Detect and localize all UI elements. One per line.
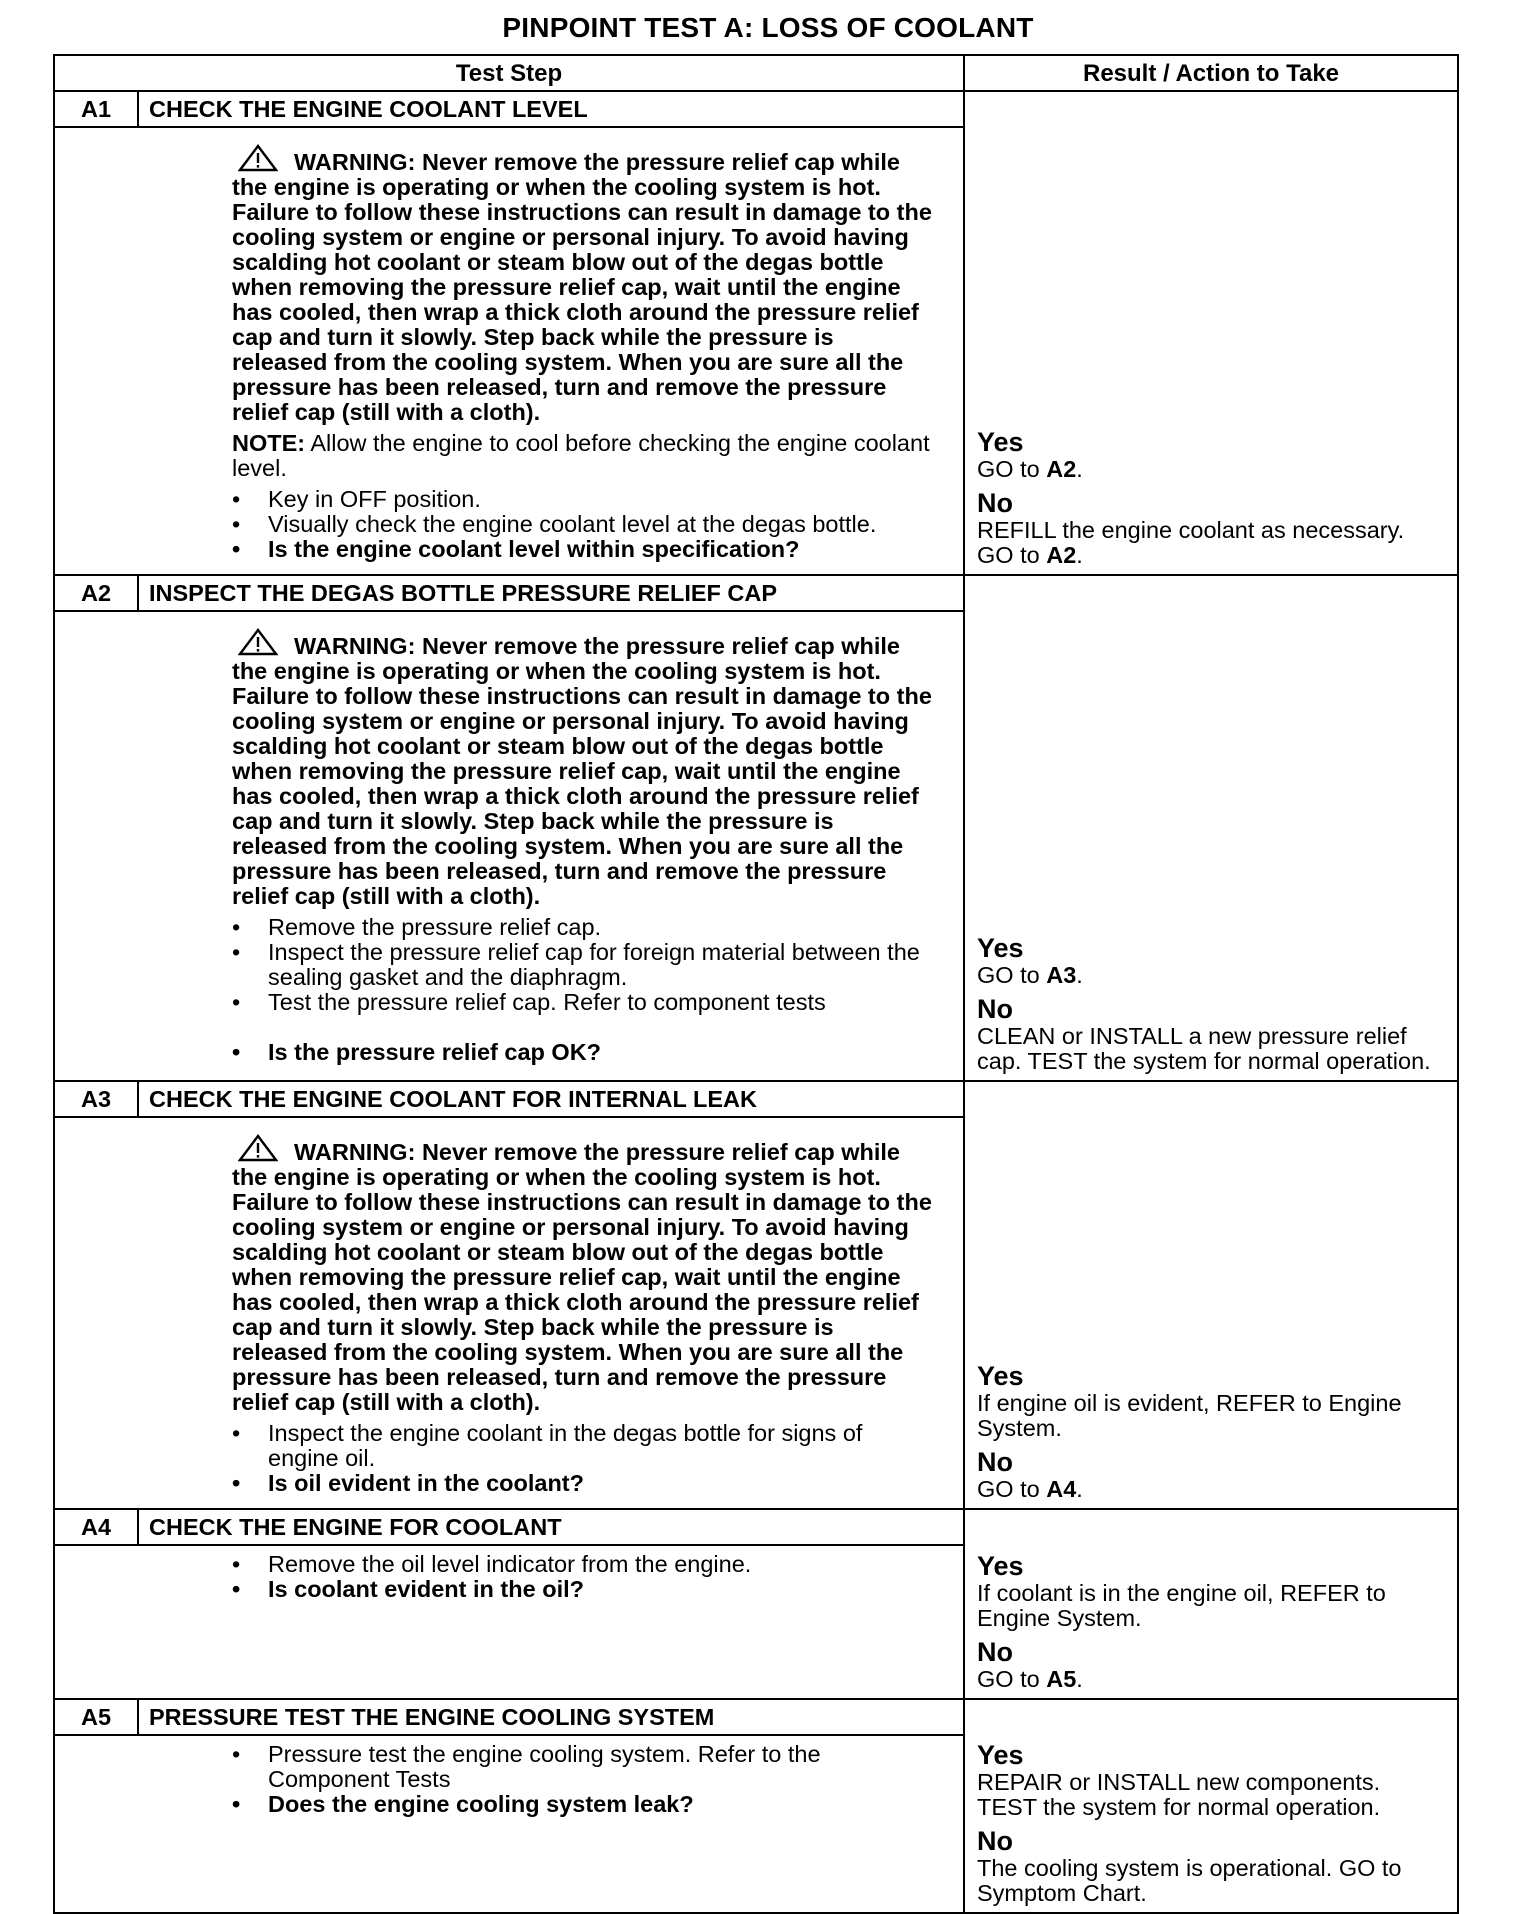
list-item: • Inspect the engine coolant in the degas bottle for signs of engine oil.: [232, 1421, 933, 1471]
step-a5-body: [138, 1735, 964, 1913]
list-item: • Remove the oil level indicator from the engine.: [232, 1552, 933, 1577]
step-question: • Is the engine coolant level within specification?: [232, 537, 933, 562]
page-title: PINPOINT TEST A: LOSS OF COOLANT: [502, 12, 1034, 43]
yes-action: GO to A3.: [977, 962, 1083, 988]
warning-triangle-icon: [238, 144, 278, 172]
step-id: A1: [54, 91, 138, 127]
warning-block: WARNING: Never remove the pressure relief cap while the engine is operating or when the cooling system is hot. Failure to follow these instructions can result in damage to the cooling system or engine or personal injury. To avoid having scalding hot coolant or steam blow out of the degas bottle when removing the pressure relief cap, wait until the engine has cooled, then wrap a thick cloth around the pressure relief cap and turn it slowly. Step back while the pressure is released from the cooling system. When you are sure all the pressure has been released, turn and remove the pressure relief cap (still with a cloth).: [232, 144, 933, 425]
warning-block: WARNING: Never remove the pressure relief cap while the engine is operating or when the cooling system is hot. Failure to follow these instructions can result in damage to the cooling system or engine or personal injury. To avoid having scalding hot coolant or steam blow out of the degas bottle when removing the pressure relief cap, wait until the engine has cooled, then wrap a thick cloth around the pressure relief cap and turn it slowly. Step back while the pressure is released from the cooling system. When you are sure all the pressure has been released, turn and remove the pressure relief cap (still with a cloth).: [232, 628, 933, 909]
no-action: REFILL the engine coolant as necessary. GO to A2.: [977, 517, 1405, 568]
bullet-list: [232, 1552, 933, 1602]
no-action: The cooling system is operational. GO to Symptom Chart.: [977, 1855, 1402, 1906]
yes-action: If engine oil is evident, REFER to Engine System.: [977, 1390, 1402, 1441]
no-label: No: [977, 1447, 1013, 1477]
step-a4-title-row: [54, 1509, 1458, 1545]
step-title: CHECK THE ENGINE FOR COOLANT: [138, 1509, 964, 1545]
no-action: CLEAN or INSTALL a new pressure relief cap. TEST the system for normal operation.: [977, 1023, 1431, 1074]
note: NOTE: Allow the engine to cool before checking the engine coolant level.: [232, 430, 930, 481]
pinpoint-test-table: [53, 54, 1459, 1914]
header-result-action: Result / Action to Take: [964, 55, 1458, 91]
warning-triangle-icon: [238, 1134, 278, 1162]
list-item: • Key in OFF position.: [232, 487, 933, 512]
step-a2-body: [138, 611, 964, 1081]
yes-label: Yes: [977, 1740, 1024, 1770]
step-question: • Is coolant evident in the oil?: [232, 1577, 933, 1602]
step-id: A3: [54, 1081, 138, 1117]
no-action: GO to A5.: [977, 1666, 1083, 1692]
step-title: PRESSURE TEST THE ENGINE COOLING SYSTEM: [138, 1699, 964, 1735]
yes-action: REPAIR or INSTALL new components. TEST the system for normal operation.: [977, 1769, 1381, 1820]
step-a2-result: [964, 575, 1458, 1081]
yes-label: Yes: [977, 427, 1024, 457]
no-label: No: [977, 1637, 1013, 1667]
yes-label: Yes: [977, 1551, 1024, 1581]
warning-triangle-icon: [238, 628, 278, 656]
step-id: A2: [54, 575, 138, 611]
step-title: CHECK THE ENGINE COOLANT LEVEL: [138, 91, 964, 127]
step-id: A5: [54, 1699, 138, 1735]
list-item: • Remove the pressure relief cap.: [232, 915, 933, 940]
step-a5-result: [964, 1699, 1458, 1913]
no-label: No: [977, 994, 1013, 1024]
step-a3-body: [138, 1117, 964, 1509]
warning-block: WARNING: Never remove the pressure relief cap while the engine is operating or when the cooling system is hot. Failure to follow these instructions can result in damage to the cooling system or engine or personal injury. To avoid having scalding hot coolant or steam blow out of the degas bottle when removing the pressure relief cap, wait until the engine has cooled, then wrap a thick cloth around the pressure relief cap and turn it slowly. Step back while the pressure is released from the cooling system. When you are sure all the pressure has been released, turn and remove the pressure relief cap (still with a cloth).: [232, 1134, 933, 1415]
step-a1-title-row: [54, 91, 1458, 127]
step-title: CHECK THE ENGINE COOLANT FOR INTERNAL LEAK: [138, 1081, 964, 1117]
list-item: • Test the pressure relief cap. Refer to component tests: [232, 990, 933, 1015]
header-test-step: Test Step: [54, 55, 964, 91]
yes-label: Yes: [977, 933, 1024, 963]
list-item: • Inspect the pressure relief cap for foreign material between the sealing gasket and the diaphragm.: [232, 940, 933, 990]
step-question: • Is oil evident in the coolant?: [232, 1471, 933, 1496]
step-a5-title-row: [54, 1699, 1458, 1735]
step-question: • Does the engine cooling system leak?: [232, 1792, 933, 1817]
step-id: A4: [54, 1509, 138, 1545]
yes-action: If coolant is in the engine oil, REFER to Engine System.: [977, 1580, 1386, 1631]
step-a4-result: [964, 1509, 1458, 1699]
step-a1-result: [964, 91, 1458, 575]
list-item: • Pressure test the engine cooling system. Refer to the Component Tests: [232, 1742, 933, 1792]
yes-label: Yes: [977, 1361, 1024, 1391]
step-a2-title-row: [54, 575, 1458, 611]
bullet-list: [232, 1742, 933, 1817]
step-title: INSPECT THE DEGAS BOTTLE PRESSURE RELIEF CAP: [138, 575, 964, 611]
list-item: • Visually check the engine coolant level at the degas bottle.: [232, 512, 933, 537]
table-header-row: [54, 55, 1458, 91]
step-question: • Is the pressure relief cap OK?: [232, 1040, 933, 1065]
no-label: No: [977, 488, 1013, 518]
bullet-list: [232, 1421, 933, 1496]
bullet-list: [232, 915, 933, 1065]
step-a1-body: [138, 127, 964, 575]
step-a3-title-row: [54, 1081, 1458, 1117]
no-action: GO to A4.: [977, 1476, 1083, 1502]
bullet-list: [232, 487, 933, 562]
step-a4-body: [138, 1545, 964, 1699]
yes-action: GO to A2.: [977, 456, 1083, 482]
no-label: No: [977, 1826, 1013, 1856]
step-a3-result: [964, 1081, 1458, 1509]
